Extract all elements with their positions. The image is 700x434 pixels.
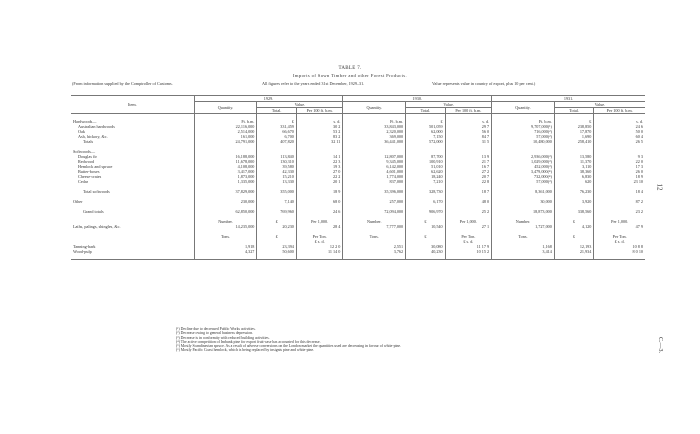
unit-label: £ xyxy=(554,219,594,224)
row-label: Wood-pulp xyxy=(73,249,92,254)
table-cell: 10,480,000 xyxy=(492,139,555,144)
table-cell: 1,690 xyxy=(554,134,594,139)
table-cell: 11 17 9 xyxy=(445,244,492,249)
table-cell: 4,108,000 xyxy=(194,164,257,169)
table-cell: 50,600 xyxy=(257,249,297,254)
table-cell: 16,188,000 xyxy=(194,154,257,159)
table-cell: 130,310 xyxy=(257,159,297,164)
table-cell: 14,235,000 xyxy=(194,224,257,229)
table-cell xyxy=(71,254,194,260)
table-cell: 11,370 xyxy=(554,159,594,164)
footnote: (⁵) Mostly Scandinavian spruce. As a result of adverse conversions on the London market the quantities used are decreasing in favour of white-pine. xyxy=(176,344,402,349)
table-cell: 10,540 xyxy=(406,224,446,229)
header-quantity: Quantity. xyxy=(343,102,406,114)
table-cell: 29 7 xyxy=(445,124,492,129)
table-cell: 57,000(²) xyxy=(492,134,555,139)
table-cell: 2,514,000 xyxy=(194,129,257,134)
table-cell: 3,110 xyxy=(554,164,594,169)
table-cell: 1,774,000 xyxy=(343,174,406,179)
table-cell: 22 0 xyxy=(594,159,645,164)
table-cell: 28 4 xyxy=(296,224,343,229)
table-cell: 68 0 xyxy=(296,199,343,204)
table-cell: 37,829,000 xyxy=(194,189,257,194)
table-cell xyxy=(594,254,645,260)
table-cell: 35,396,000 xyxy=(343,189,406,194)
table-cell: 62,620 xyxy=(406,169,446,174)
table-cell: 17 3 xyxy=(594,164,645,169)
table-cell: 12,807,000 xyxy=(343,154,406,159)
table-cell: 17,870 xyxy=(554,129,594,134)
table-title: TABLE 7. xyxy=(338,66,362,71)
header-total: Total. xyxy=(554,108,594,114)
table-cell: 27 2 xyxy=(445,169,492,174)
unit-label: Per Ton. xyxy=(296,234,343,239)
table-cell: 18,240 xyxy=(406,174,446,179)
table-cell: 23,394 xyxy=(257,244,297,249)
unit-label: Per 1,000. xyxy=(445,219,492,224)
table-cell: 76,230 xyxy=(554,189,594,194)
table-cell: £ xyxy=(406,119,446,124)
table-cell xyxy=(406,254,446,260)
table-cell: 53 2 xyxy=(296,129,343,134)
table-cell xyxy=(257,254,297,260)
table-cell: 620 xyxy=(554,179,594,184)
table-cell: 18 9 xyxy=(296,189,343,194)
table-cell: 50 0 xyxy=(594,129,645,134)
row-label: Cheese-crates xyxy=(78,174,102,179)
table-cell: 16 7 xyxy=(445,164,492,169)
row-label: Ash, hickory, &c. xyxy=(78,134,108,139)
unit-label: £ s. d. xyxy=(445,239,492,244)
table-cell: 338,560 xyxy=(554,209,594,214)
table-cell: 47 9 xyxy=(594,224,645,229)
footnote: (⁶) Mostly Pacific Coast hemlock, which is being replaced by insignis pine and white-pine. xyxy=(176,348,315,353)
table-cell: 257,000 xyxy=(343,199,406,204)
table-cell: 18 7 xyxy=(445,189,492,194)
table-cell: 572,000 xyxy=(406,139,446,144)
table-cell: 36,441,000 xyxy=(343,139,406,144)
table-cell: 1,168 xyxy=(492,244,555,249)
period-note: All figures refer to the years ended 31st December, 1929–31. xyxy=(262,81,365,86)
table-cell: 26 0 xyxy=(594,169,645,174)
table-cell: s. d. xyxy=(296,119,343,124)
table-cell: 87,700 xyxy=(406,154,446,159)
table-cell: 25 2 xyxy=(445,209,492,214)
header-total: Total. xyxy=(257,108,297,114)
table-cell: 62,850,000 xyxy=(194,209,257,214)
header-value: Value. xyxy=(554,102,645,108)
table-cell: 100,910 xyxy=(406,159,446,164)
table-cell: 48 0 xyxy=(445,199,492,204)
unit-label: Number. xyxy=(343,219,406,224)
table-cell: 30,080 xyxy=(406,244,446,249)
footnote: (³) Decrease is in conformity with reduced building activities. xyxy=(176,335,270,340)
table-cell: 66,670 xyxy=(257,129,297,134)
table-cell: 42,330 xyxy=(257,169,297,174)
table-cell: 4,327 xyxy=(194,249,257,254)
table-cell: 23 2 xyxy=(594,209,645,214)
header-quantity: Quantity. xyxy=(194,102,257,114)
row-label: Other xyxy=(73,199,83,204)
table-cell xyxy=(194,254,257,260)
header-per-100: Per 100 ft. b.m. xyxy=(445,108,492,114)
header-total: Total. xyxy=(406,108,446,114)
table-cell xyxy=(554,254,594,260)
table-cell: 355,000 xyxy=(257,189,297,194)
table-cell: 18 9 xyxy=(594,174,645,179)
table-cell: 732,000(⁴) xyxy=(492,174,555,179)
table-cell: s. d. xyxy=(594,119,645,124)
table-cell: 21 7 xyxy=(445,159,492,164)
table-cell: 20 1 xyxy=(296,179,343,184)
unit-label: Tons. xyxy=(492,234,555,239)
table-cell: 14 1 xyxy=(296,154,343,159)
table-cell: 13 9 xyxy=(445,154,492,159)
table-cell: 26 5 xyxy=(594,139,645,144)
header-per-100: Per 100 ft. b.m. xyxy=(296,108,343,114)
table-cell: 7,140 xyxy=(257,199,297,204)
header-value: Value. xyxy=(406,102,492,108)
table-cell: £ xyxy=(257,119,297,124)
table-cell xyxy=(492,254,555,260)
header-year-1929: 1929. xyxy=(194,96,343,102)
table-cell: Ft. b.m. xyxy=(194,119,257,124)
unit-label: £ xyxy=(257,219,297,224)
header-per-100: Per 100 ft. b.m. xyxy=(594,108,645,114)
table-cell: 27 0 xyxy=(296,169,343,174)
header-item: Item. xyxy=(71,96,194,114)
table-cell: 84 7 xyxy=(445,134,492,139)
table-cell: 21,934 xyxy=(554,249,594,254)
unit-label: Per 1,000. xyxy=(296,219,343,224)
row-label: Hardwoods— xyxy=(73,119,97,124)
table-cell: 3,479,000(⁴) xyxy=(492,169,555,174)
table-cell: 8 0 10 xyxy=(594,249,645,254)
unit-label: Tons. xyxy=(194,234,257,239)
table-cell: 27 1 xyxy=(445,224,492,229)
row-label: Butter-boxes xyxy=(78,169,100,174)
side-code: C.—3. xyxy=(657,336,664,354)
row-label: Douglas fir xyxy=(78,154,97,159)
table-cell: 15,210 xyxy=(257,174,297,179)
table-cell: 3,762 xyxy=(343,249,406,254)
table-cell: 22 2 xyxy=(296,174,343,179)
row-label: Oak xyxy=(78,129,85,134)
table-subtitle: Imports of Sawn Timber and other Forest Products. xyxy=(292,73,408,78)
imports-table xyxy=(71,95,645,260)
table-cell: 161,000 xyxy=(194,134,257,139)
unit-label: £ xyxy=(257,234,297,239)
table-cell: 1,029,000(³) xyxy=(492,159,555,164)
table-cell: 18,873,000 xyxy=(492,209,555,214)
table-cell: 83 2 xyxy=(296,134,343,139)
table-cell: 51,010 xyxy=(406,164,446,169)
table-cell: 10 8 8 xyxy=(594,244,645,249)
table-cell: 7,150 xyxy=(406,134,446,139)
header-year-1930: 1930. xyxy=(343,96,492,102)
table-cell: 10 15 2 xyxy=(445,249,492,254)
table-cell: 501,059 xyxy=(406,124,446,129)
table-cell: 40,230 xyxy=(406,249,446,254)
table-cell: 230,000 xyxy=(194,199,257,204)
table-cell: 24,791,000 xyxy=(194,139,257,144)
table-cell: 7,777,000 xyxy=(343,224,406,229)
unit-label: £ xyxy=(554,234,594,239)
table-cell: 6,830 xyxy=(554,174,594,179)
table-cell xyxy=(296,254,343,260)
table-cell: 11 14 0 xyxy=(296,249,343,254)
table-cell: 60 4 xyxy=(594,134,645,139)
table-cell: 9 3 xyxy=(594,154,645,159)
table-cell: 22 8 xyxy=(445,179,492,184)
table-cell: 38,360 xyxy=(554,169,594,174)
table-cell: £ xyxy=(554,119,594,124)
table-cell: 7,210 xyxy=(406,179,446,184)
row-label: Softwoods— xyxy=(73,149,96,154)
table-cell: 837,000 xyxy=(343,179,406,184)
value-note: Value represents value in country of export, plus 10 per cent.) xyxy=(432,81,536,86)
table-cell: 1,873,000 xyxy=(194,174,257,179)
unit-label: Number. xyxy=(194,219,257,224)
row-label: Australian hardwoods xyxy=(78,124,115,129)
table-cell: 1,727,000 xyxy=(492,224,555,229)
table-row xyxy=(71,254,645,260)
table-cell: 2,320,000 xyxy=(343,129,406,134)
unit-label: Number. xyxy=(492,219,555,224)
table-cell: 32 11 xyxy=(296,139,343,144)
footnote: (⁴) The active competition of Imbunk pine for export fruit-case has accounted for this decrease. xyxy=(176,339,321,344)
row-label: Laths, palings, shingles, &c. xyxy=(73,224,121,229)
header-quantity: Quantity. xyxy=(492,102,555,114)
row-label: Totals xyxy=(83,139,94,144)
table-cell: Ft. b.m. xyxy=(343,119,406,124)
row-label: Tanning-bark xyxy=(73,244,96,249)
table-cell: 3,414 xyxy=(492,249,555,254)
table-cell: 22,116,000 xyxy=(194,124,257,129)
table-cell: 1,335,000 xyxy=(194,179,257,184)
table-cell: 13,580 xyxy=(554,154,594,159)
table-cell: 6,170 xyxy=(406,199,446,204)
table-cell: s. d. xyxy=(445,119,492,124)
table-cell: 1,918 xyxy=(194,244,257,249)
unit-label: Per Ton. xyxy=(594,234,645,239)
table-cell: 769,960 xyxy=(257,209,297,214)
unit-label: Per Ton. xyxy=(445,234,492,239)
table-cell: 39,580 xyxy=(257,164,297,169)
table-cell: 6,142,000 xyxy=(343,164,406,169)
table-cell: 13,330 xyxy=(257,179,297,184)
table-cell: 22 3 xyxy=(296,159,343,164)
unit-label: Tons. xyxy=(343,234,406,239)
table-cell xyxy=(343,254,406,260)
footnotes xyxy=(176,327,401,353)
header-value: Value. xyxy=(257,102,343,108)
table-cell: 369,000 xyxy=(343,134,406,139)
table-cell: 24 6 xyxy=(594,124,645,129)
row-label: Total softwoods xyxy=(83,189,110,194)
footnote: (²) Decrease owing to general business depression. xyxy=(176,331,253,336)
table-cell: 30,000 xyxy=(492,199,555,204)
footnote: (¹) Decline due to decreased Public Works activities. xyxy=(176,327,256,331)
table-cell: 452,000(³) xyxy=(492,164,555,169)
table-cell: 258,410 xyxy=(554,139,594,144)
table-cell: 2,936,000(³) xyxy=(492,154,555,159)
table-cell: 4,601,000 xyxy=(343,169,406,174)
header-year-1931: 1931. xyxy=(492,96,645,102)
table-cell: 12,193 xyxy=(554,244,594,249)
table-cell: 33,843,000 xyxy=(343,124,406,129)
table-cell: 87 2 xyxy=(594,199,645,204)
table-cell: 6,700 xyxy=(257,134,297,139)
table-cell: 30 2 xyxy=(296,124,343,129)
table-cell: 20,230 xyxy=(257,224,297,229)
table-cell: 57,000(³) xyxy=(492,179,555,184)
table-cell: 328,730 xyxy=(406,189,446,194)
table-cell: 56 0 xyxy=(445,129,492,134)
table-cell: 331,459 xyxy=(257,124,297,129)
unit-label: £ xyxy=(406,219,446,224)
table-cell: 3,417,000 xyxy=(194,169,257,174)
table-cell: 4,120 xyxy=(554,224,594,229)
source-note: (From information supplied by the Comptroller of Customs. xyxy=(72,81,173,86)
table-cell: 11,678,000 xyxy=(194,159,257,164)
table-cell: 12 2 0 xyxy=(296,244,343,249)
table-cell: 72,094,000 xyxy=(343,209,406,214)
unit-label: Per 1,000. xyxy=(594,219,645,224)
table-cell: 407,820 xyxy=(257,139,297,144)
table-body xyxy=(71,114,645,260)
table-cell xyxy=(445,254,492,260)
table-cell: 19 3 xyxy=(296,164,343,169)
table-cell: 20 7 xyxy=(445,174,492,179)
table-cell: 716,000(²) xyxy=(492,129,555,134)
unit-label: £ xyxy=(406,234,446,239)
table-cell: 24 6 xyxy=(296,209,343,214)
row-label: Hemlock and spruce xyxy=(78,164,113,169)
unit-label: £ s. d. xyxy=(594,239,645,244)
row-label: Redwood xyxy=(78,159,95,164)
table-cell: 18 4 xyxy=(594,189,645,194)
table-cell: 3,920 xyxy=(554,199,594,204)
table-cell: 23 10 xyxy=(594,179,645,184)
table-cell: 8,361,000 xyxy=(492,189,555,194)
table-cell: 906,970 xyxy=(406,209,446,214)
table-cell: Ft. b.m. xyxy=(492,119,555,124)
table-cell: 9,707,000(¹) xyxy=(492,124,555,129)
unit-label: £ s. d. xyxy=(296,239,343,244)
table-cell: 31 5 xyxy=(445,139,492,144)
table-cell: 2,551 xyxy=(343,244,406,249)
row-label: Grand totals xyxy=(83,209,104,214)
table-cell: 9,345,000 xyxy=(343,159,406,164)
table-cell: 238,850 xyxy=(554,124,594,129)
table-cell: 113,840 xyxy=(257,154,297,159)
row-label: Cedar xyxy=(78,179,88,184)
table-cell: 62,000 xyxy=(406,129,446,134)
page-number: 12 xyxy=(655,183,664,191)
